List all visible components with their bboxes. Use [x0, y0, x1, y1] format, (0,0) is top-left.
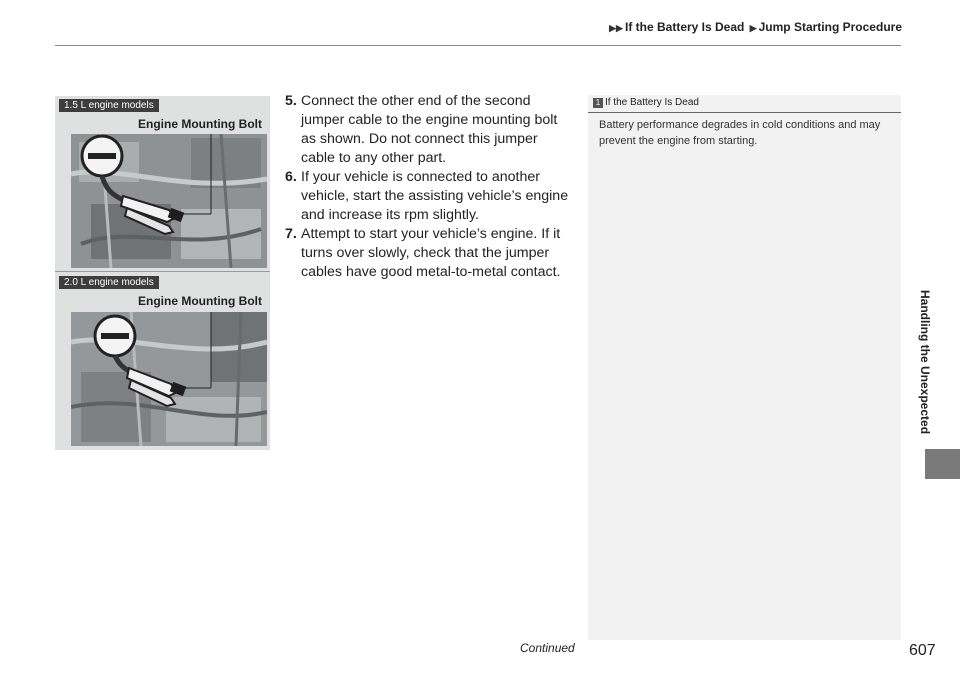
breadcrumb-arrow-icon: ▶▶: [609, 23, 623, 33]
breadcrumb-item-procedure[interactable]: Jump Starting Procedure: [758, 20, 902, 34]
step-number: 5.: [285, 93, 297, 109]
step-6: [285, 168, 575, 225]
model-badge-1-5l: 1.5 L engine models: [59, 99, 159, 112]
step-7: [285, 225, 575, 282]
section-label: Handling the Unexpected: [918, 290, 932, 435]
step-5: [285, 92, 575, 168]
step-text: Connect the other end of the second jumper cable to the engine mounting bolt as shown. Do not connect this jumper cable to any other part.: [301, 93, 558, 166]
figure-divider: [55, 271, 270, 272]
page-number: 607: [909, 642, 936, 659]
engine-bay-photo-2-0l: [71, 312, 267, 446]
continued-label: Continued: [520, 641, 575, 655]
engine-mounting-bolt-label-2: Engine Mounting Bolt: [138, 294, 262, 308]
step-number: 7.: [285, 226, 297, 242]
header-divider: [55, 45, 901, 46]
step-text: Attempt to start your vehicle’s engine. If it turns over slowly, check that the jumper cables have good metal-to-metal contact.: [301, 226, 561, 280]
side-note-body: Battery performance degrades in cold conditions and may prevent the engine from starting.: [599, 119, 881, 147]
side-note-title[interactable]: [593, 97, 699, 108]
engine-bay-photo-1-5l: [71, 134, 267, 268]
side-note: [588, 95, 901, 640]
side-note-title-text: If the Battery Is Dead: [605, 97, 699, 108]
procedure-steps: [285, 92, 575, 282]
step-text: If your vehicle is connected to another vehicle, start the assisting vehicle’s engine and increase its rpm slightly.: [301, 169, 569, 223]
step-number: 6.: [285, 169, 297, 185]
reference-marker-icon: 1: [593, 98, 603, 108]
figure-panel: [55, 96, 270, 450]
breadcrumb: [607, 20, 902, 34]
breadcrumb-arrow-icon: ▶: [749, 23, 757, 33]
engine-mounting-bolt-label-1: Engine Mounting Bolt: [138, 117, 262, 131]
breadcrumb-item-battery[interactable]: If the Battery Is Dead: [624, 20, 745, 34]
section-tab[interactable]: [925, 449, 960, 479]
side-note-divider: [588, 112, 901, 113]
model-badge-2-0l: 2.0 L engine models: [59, 276, 159, 289]
